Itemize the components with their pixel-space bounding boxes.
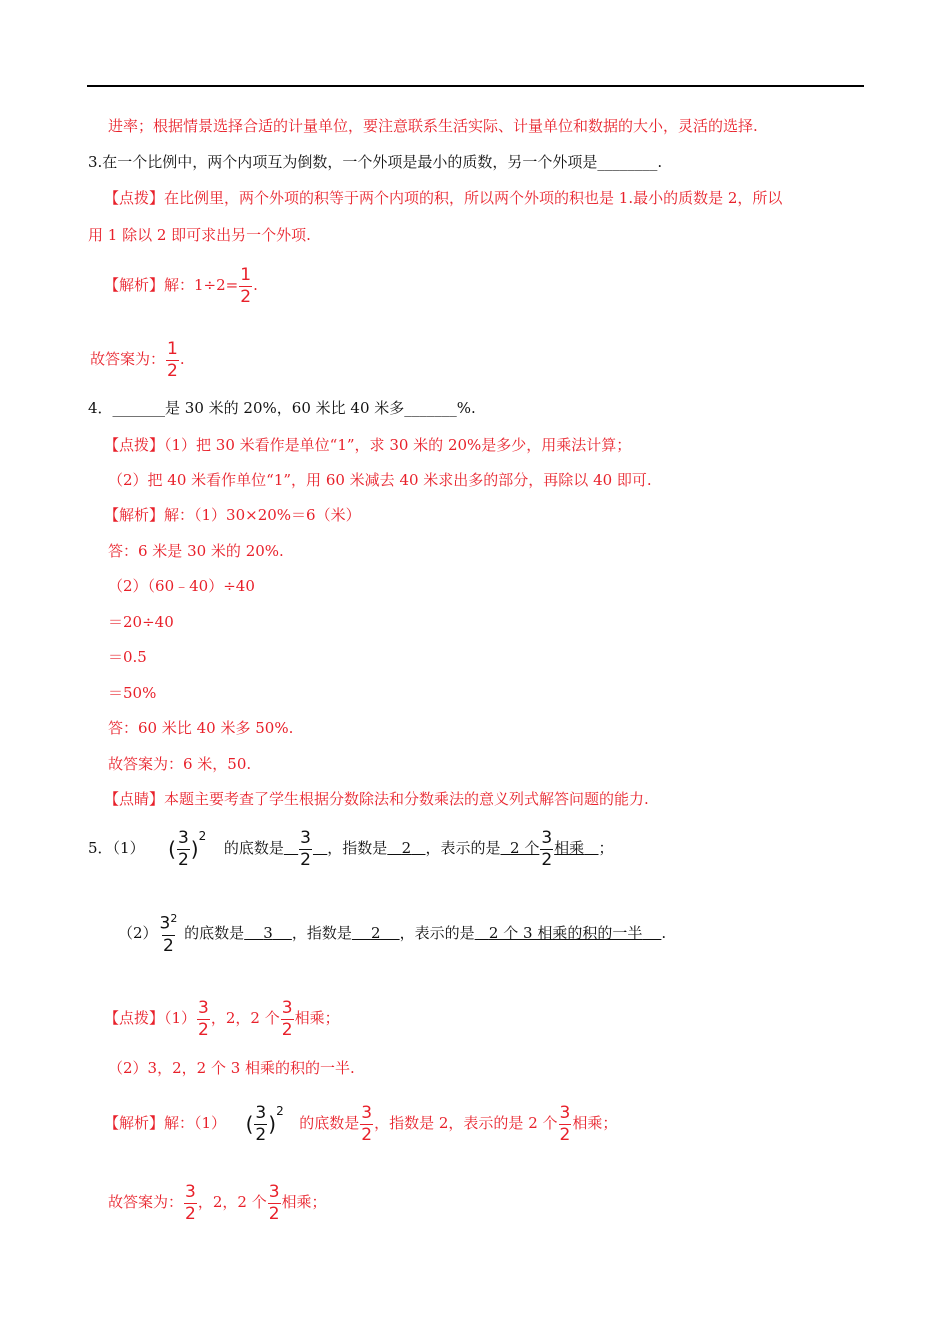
q3-tip-line-2: 用 1 除以 2 即可求出另一个外项. — [88, 226, 311, 244]
q5-2-meaning-blank: 2 个 3 相乘的积的一半 — [488, 924, 643, 942]
fraction-three-squared-over-two: $\frac{3^2}{2}$ — [159, 912, 178, 956]
q5-2-exponent-blank: 2 — [370, 924, 381, 942]
q3-solution: 【解析】解：1÷2= $\frac{1}{2}$ . — [104, 264, 258, 307]
q5-2-base-blank: 3 — [263, 924, 273, 942]
q3-solution-label: 【解析】解：1÷2= — [104, 276, 239, 294]
q5-tip-line-2: （2）3，2，2 个 3 相乘的积的一半. — [108, 1059, 355, 1077]
fraction-one-half: $\frac{1}{2}$ — [167, 338, 178, 381]
q4-tip-line-1: 【点拨】（1）把 30 米看作是单位“1”，求 30 米的 20%是多少，用乘法计算； — [104, 436, 632, 454]
q5-tip-line-1: 【点拨】（1） $\frac{3}{2}$ ，2，2 个 $\frac{3}{2}$ 相乘； — [104, 997, 340, 1040]
q4-note: 【点睛】本题主要考查了学生根据分数除法和分数乘法的意义列式解答问题的能力. — [104, 790, 649, 808]
question-4: 4．_______是 30 米的 20%，60 米比 40 米多_______%. — [88, 399, 476, 417]
q4-solution-4: ＝20÷40 — [108, 613, 174, 631]
fraction-one-half: $\frac{1}{2}$ — [240, 264, 252, 307]
q3-answer: 故答案为： $\frac{1}{2}$ . — [90, 338, 185, 381]
q4-solution-2: 答：6 米是 30 米的 20%. — [108, 542, 284, 560]
intro-line: 进率；根据情景选择合适的计量单位，要注意联系生活实际、计量单位和数据的大小，灵活的选择. — [108, 117, 758, 135]
q5-1-meaning-blank: 2 个 $\frac{3}{2}$ 相乘 — [510, 827, 585, 870]
q5-solution: 【解析】解：（1） ( $\frac{3}{2}$ )$^2$ 的底数是 $\frac{3}{2}$ ，指数是 2，表示的是 2 个 $\frac{3}{2}$ 相乘； — [104, 1102, 618, 1145]
q5-1-exponent-blank: 2 — [401, 839, 412, 857]
q4-solution-3: （2）（60﹣40）÷40 — [108, 577, 255, 595]
q4-tip-line-2: （2）把 40 米看作单位“1”，用 60 米减去 40 米求出多的部分，再除以 40 即可. — [108, 471, 652, 489]
question-5-part-2: （2） $\frac{3^2}{2}$ 的底数是 3 ，指数是 2 ，表示的是 2 个 3 相乘的积的一半 . — [118, 912, 667, 956]
q4-solution-5: ＝0.5 — [108, 648, 147, 666]
header-rule — [87, 85, 864, 87]
question-3: 3.在一个比例中，两个内项互为倒数，一个外项是最小的质数，另一个外项是________. — [88, 153, 663, 171]
q3-tip-line-1: 【点拨】在比例里，两个外项的积等于两个内项的积，所以两个外项的积也是 1.最小的质数是 2，所以 — [104, 189, 783, 207]
question-5-part-1: 5．（1） ( $\frac{3}{2}$ )$^2$ 的底数是 $\frac{3}{2}$ ，指数是 2 ，表示的是 2 个 $\frac{3}{2}$ 相乘 ； — [88, 827, 614, 870]
q3-answer-label: 故答案为： — [90, 350, 166, 368]
q4-solution-7: 答：60 米比 40 米多 50%. — [108, 719, 294, 737]
q5-answer: 故答案为： $\frac{3}{2}$ ，2，2 个 $\frac{3}{2}$ 相乘； — [108, 1181, 327, 1224]
q4-solution-1: 【解析】解：（1）30×20%＝6（米） — [104, 506, 361, 524]
q5-1-base-blank: $\frac{3}{2}$ — [300, 827, 311, 870]
q4-answer: 故答案为：6 米，50. — [108, 755, 252, 773]
q4-solution-6: ＝50% — [108, 684, 157, 702]
fraction-three-halves: $\frac{3}{2}$ — [177, 827, 189, 870]
